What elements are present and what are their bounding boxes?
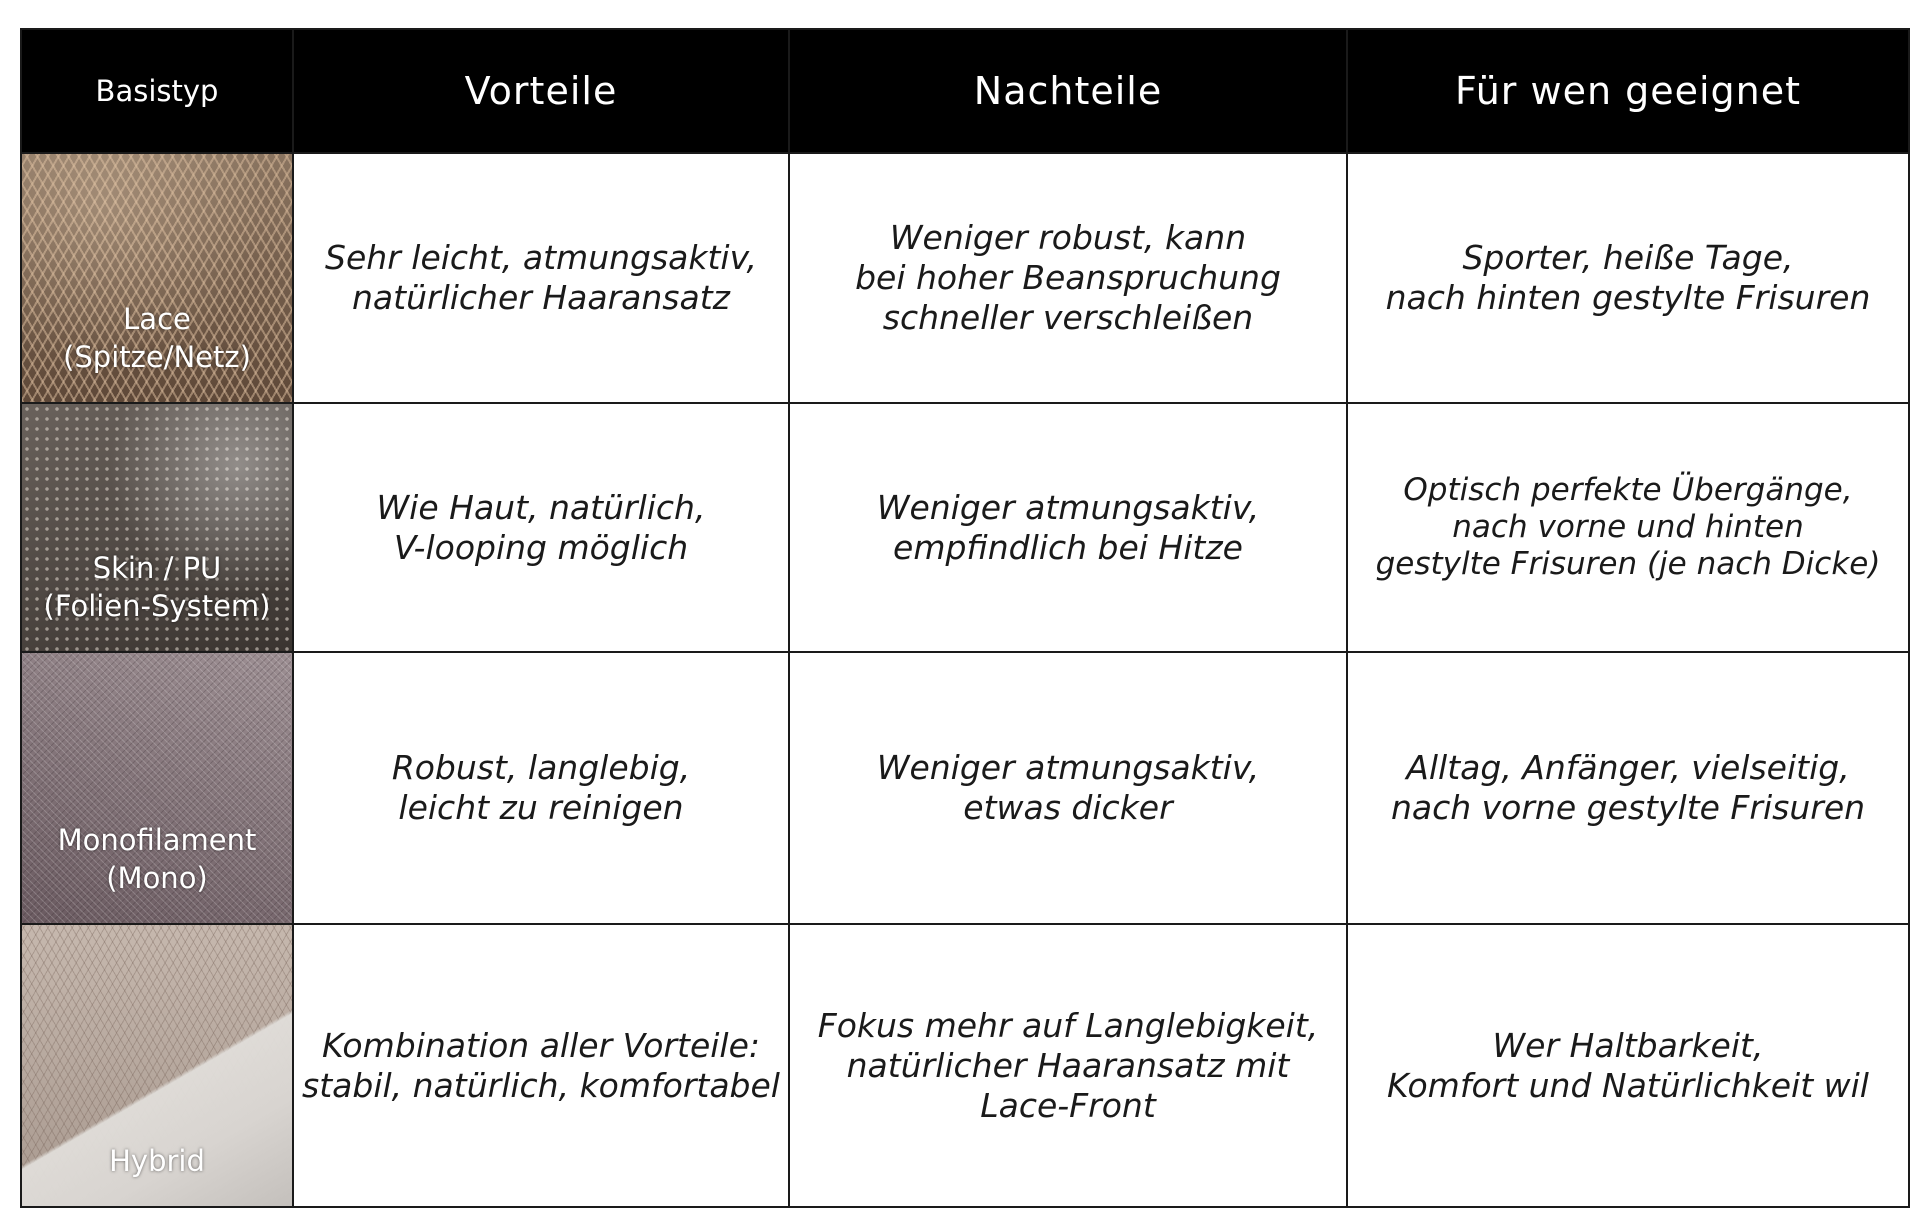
- cons-cell: Fokus mehr auf Langlebigkeit, natürlicher Haaransatz mit Lace-Front: [789, 924, 1347, 1207]
- base-cell-hybrid: [21, 924, 293, 1207]
- suitable-cell: Alltag, Anfänger, vielseitig, nach vorne gestylte Frisuren: [1347, 652, 1909, 925]
- base-label: Monofilament (Mono): [57, 823, 257, 896]
- table-row: [21, 403, 1909, 651]
- suitable-cell: Sporter, heiße Tage, nach hinten gestylte Frisuren: [1347, 153, 1909, 403]
- header-pros: Vorteile: [293, 29, 789, 153]
- base-cell-skin: [21, 403, 293, 651]
- cons-cell: Weniger atmungsaktiv, empfindlich bei Hitze: [789, 403, 1347, 651]
- cons-cell: Weniger robust, kann bei hoher Beanspruchung schneller verschleißen: [789, 153, 1347, 403]
- pros-cell: Wie Haut, natürlich, V-looping möglich: [293, 403, 789, 651]
- pros-cell: Kombination aller Vorteile: stabil, natürlich, komfortabel: [293, 924, 789, 1207]
- base-label: Skin / PU (Folien-System): [43, 550, 271, 623]
- header-base: Basistyp: [21, 29, 293, 153]
- pros-cell: Sehr leicht, atmungsaktiv, natürlicher Haaransatz: [293, 153, 789, 403]
- base-cell-lace: [21, 153, 293, 403]
- header-row: [21, 29, 1909, 153]
- header-suitable: Für wen geeignet: [1347, 29, 1909, 153]
- base-cell-mono: [21, 652, 293, 925]
- suitable-cell: Wer Haltbarkeit, Komfort und Natürlichkeit wil: [1347, 924, 1909, 1207]
- comparison-table: [20, 28, 1910, 1208]
- header-cons: Nachteile: [789, 29, 1347, 153]
- pros-cell: Robust, langlebig, leicht zu reinigen: [293, 652, 789, 925]
- suitable-cell: Optisch perfekte Übergänge, nach vorne und hinten gestylte Frisuren (je nach Dicke): [1347, 403, 1909, 651]
- table-row: [21, 652, 1909, 925]
- table-row: [21, 924, 1909, 1207]
- cons-cell: Weniger atmungsaktiv, etwas dicker: [789, 652, 1347, 925]
- table-row: [21, 153, 1909, 403]
- base-label: Lace (Spitze/Netz): [63, 302, 251, 375]
- base-label: Hybrid: [109, 1144, 205, 1178]
